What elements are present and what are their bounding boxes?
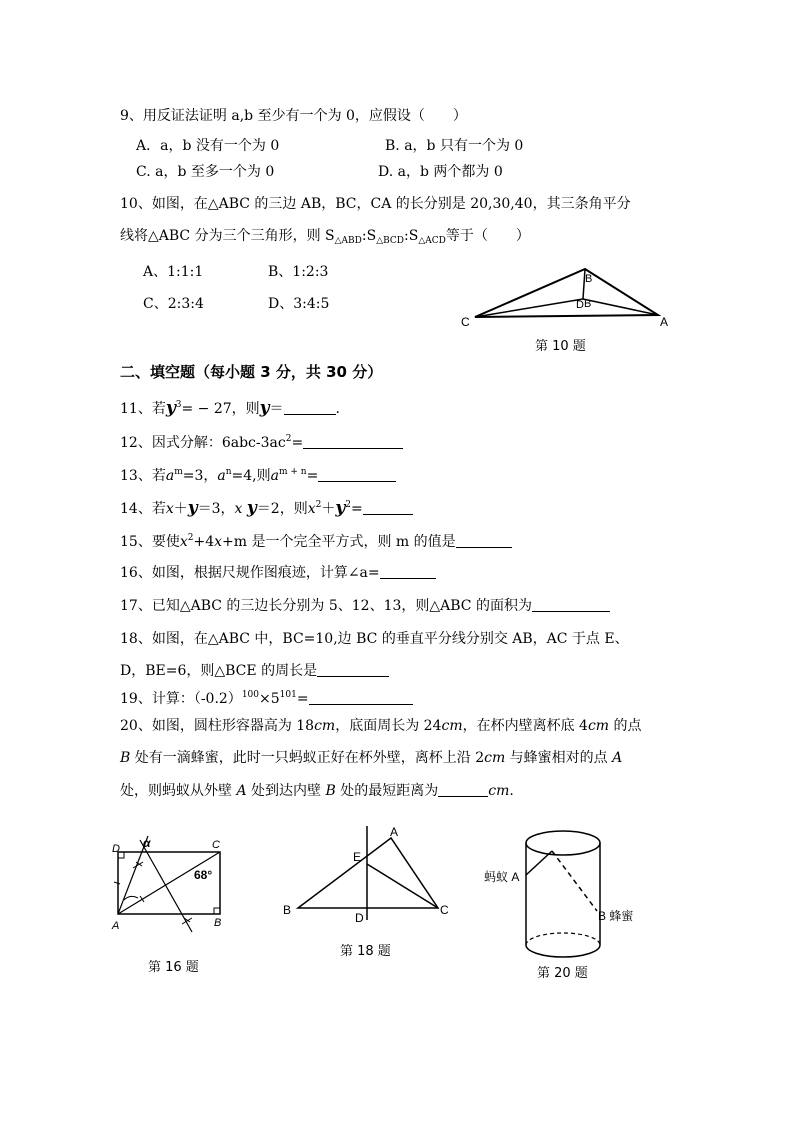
- q9-option-d: D. a，b 两个都为 0: [378, 164, 503, 180]
- fig18-label-b: B: [283, 903, 292, 917]
- q13-pre: 13、若: [120, 468, 166, 484]
- q20-l2d: A: [612, 750, 623, 766]
- fig10-caption: 第 10 题: [535, 339, 586, 354]
- q13-sup1: m: [174, 467, 183, 477]
- q14-eq: =: [350, 501, 363, 517]
- fig18-label-e: E: [353, 850, 362, 864]
- fig16-label-b: B: [214, 917, 222, 929]
- q10-option-d: D、3:4:5: [268, 296, 330, 312]
- q19-eq: =: [296, 691, 309, 707]
- q10-sub3: △ACD: [418, 236, 446, 246]
- fig20-honey-label: B 蜂蜜: [598, 909, 634, 923]
- q20-l1b: ，底面周长为 24: [335, 718, 442, 734]
- q10-sub2: △BCD: [376, 236, 405, 246]
- q11-sup1: 3: [175, 400, 182, 410]
- fig16-label-alpha: α: [143, 836, 151, 850]
- q14-mid2: ＝2，则: [256, 501, 308, 517]
- q9-option-c: C. a，b 至多一个为 0: [136, 164, 275, 180]
- q15-x2: x: [214, 534, 223, 550]
- q16-text: 16、如图，根据尺规作图痕迹，计算∠a=: [120, 565, 380, 581]
- q13-sup3: m + n: [278, 467, 307, 477]
- q17-answer-blank[interactable]: [532, 597, 610, 612]
- fig16-caption: 第 16 题: [148, 960, 199, 975]
- q15-x1: x: [179, 534, 188, 550]
- q20-line1: [120, 716, 642, 736]
- q20-l3f: .: [509, 783, 514, 799]
- q15-answer-blank[interactable]: [456, 533, 512, 548]
- q14-plus: ＋: [173, 501, 188, 517]
- q19-sup1: 100: [241, 690, 259, 700]
- q14-pre: 14、若: [120, 501, 166, 517]
- q10-sub1: △ABD: [334, 236, 362, 246]
- q11-y2: y: [259, 398, 270, 418]
- q15-mid1: +4: [193, 534, 215, 550]
- q10-option-b: B、1:2:3: [268, 264, 329, 280]
- q20-u4: cm: [484, 750, 506, 766]
- q14-y1: y: [187, 498, 198, 518]
- q10-option-c: C、2:3:4: [143, 296, 204, 312]
- q19-sup2: 101: [279, 690, 297, 700]
- q11: [120, 395, 340, 419]
- q19-answer-blank[interactable]: [309, 690, 413, 705]
- fig10-triangle: [455, 260, 685, 335]
- q20-l3b: A: [236, 783, 247, 799]
- fig16-construction: [100, 830, 240, 945]
- q19-pre: 19、计算：（-0.2）: [120, 691, 242, 707]
- q9-option-b: B. a，b 只有一个为 0: [385, 138, 524, 154]
- q11-answer-blank[interactable]: [284, 400, 336, 415]
- q10-line2-pre: 线将△ABC 分为三个三角形，则 S: [120, 228, 335, 244]
- q10-option-a: A、1:1:1: [143, 264, 204, 280]
- q17-text: 17、已知△ABC 的三边长分别为 5、12、13，则△ABC 的面积为: [120, 598, 532, 614]
- q12-text: 12、因式分解：6abc-3ac: [120, 435, 286, 451]
- fig10-label-d: D: [576, 299, 584, 311]
- q10-line2-post: 等于（ ）: [445, 228, 530, 244]
- q16-answer-blank[interactable]: [380, 564, 436, 579]
- q18-answer-blank[interactable]: [317, 662, 389, 677]
- q14-x3: x: [307, 501, 316, 517]
- fig20-ant-label: 蚂蚁 A: [484, 870, 520, 884]
- q12-answer-blank[interactable]: [303, 434, 403, 449]
- q20-u1: cm: [314, 718, 336, 734]
- q10-sep2: :S: [404, 228, 419, 244]
- q19-times: ×5: [259, 691, 280, 707]
- fig16-angle-label: 68°: [194, 868, 213, 882]
- q13-a3: a: [270, 468, 279, 484]
- q9-stem: 9、用反证法证明 a,b 至少有一个为 0，应假设（ ）: [120, 108, 467, 124]
- q20-l2b: 处有一滴蜂蜜，此时一只蚂蚁正好在杯外壁，离杯上沿 2: [130, 750, 485, 766]
- q20-l1d: 的点: [609, 718, 642, 734]
- q14: [120, 495, 413, 519]
- q13-a1: a: [165, 468, 175, 484]
- q15-sup: 2: [187, 533, 194, 543]
- q11-eq: ＝: [269, 401, 284, 417]
- fig16-label-a: A: [112, 920, 120, 932]
- fig10-label-c: C: [461, 315, 470, 329]
- q19: [120, 685, 413, 709]
- q13: [120, 462, 396, 486]
- q15-post: +m 是一个完全平方式，则 m 的值是: [222, 534, 456, 550]
- q12: [120, 429, 403, 453]
- q14-y2: y: [246, 498, 257, 518]
- q20-l2a: B: [120, 750, 131, 766]
- fig10-label-b: B: [585, 273, 593, 285]
- fig20-caption: 第 20 题: [537, 966, 588, 981]
- fig16-label-d: D: [112, 843, 120, 855]
- fig18-label-a: A: [390, 825, 399, 839]
- section2-title: 二、填空题（每小题 3 分，共 30 分）: [120, 363, 383, 381]
- q18-line2: [120, 661, 389, 681]
- q20-line3: [120, 781, 514, 801]
- q13-mid1: =3，: [182, 468, 218, 484]
- q14-mid1: ＝3，: [197, 501, 235, 517]
- q20-l3c: 处到达内壁: [246, 783, 326, 799]
- fig18-caption: 第 18 题: [340, 944, 391, 959]
- q20-u5: cm: [488, 783, 510, 799]
- fig10-label-e: B: [584, 298, 592, 310]
- q12-sup: 2: [285, 434, 292, 444]
- q13-mid2: =4,则: [231, 468, 271, 484]
- q14-x1: x: [165, 501, 174, 517]
- q18-line2-text: D，BE=6，则△BCE 的周长是: [120, 663, 318, 679]
- q11-pre: 11、若: [120, 401, 166, 417]
- q11-y1: y: [165, 398, 176, 418]
- q14-answer-blank[interactable]: [363, 500, 413, 515]
- q11-mid: = − 27，则: [181, 401, 260, 417]
- fig20-cylinder: [480, 825, 650, 965]
- q20-answer-blank[interactable]: [438, 782, 488, 797]
- fig18-label-d: D: [355, 911, 364, 925]
- q17: [120, 596, 610, 616]
- q20-l3a: 处，则蚂蚁从外壁: [120, 783, 237, 799]
- q20-u2: cm: [441, 718, 463, 734]
- q16: [120, 563, 436, 583]
- fig10-label-a: A: [660, 315, 669, 329]
- q13-answer-blank[interactable]: [318, 467, 396, 482]
- fig18-triangle: [275, 822, 465, 932]
- q14-sup1: 2: [315, 500, 322, 510]
- q20-l2c: 与蜂蜜相对的点: [505, 750, 613, 766]
- q20-line2: [120, 748, 622, 768]
- q20-l1a: 20、如图，圆柱形容器高为 18: [120, 718, 315, 734]
- q14-sup2: 2: [345, 500, 351, 510]
- fig18-label-c: C: [440, 903, 449, 917]
- fig16-label-c: C: [212, 839, 220, 851]
- q15-pre: 15、要使: [120, 534, 180, 550]
- q20-l3e: 处的最短距离为: [335, 783, 439, 799]
- q20-l1c: ，在杯内壁离杯底 4: [462, 718, 588, 734]
- q10-line1: 10、如图，在△ABC 的三边 AB，BC，CA 的长分别是 20,30,40，其三条角平分: [120, 196, 631, 212]
- q20-u3: cm: [587, 718, 610, 734]
- q14-x2: x: [234, 501, 243, 517]
- q13-eq: =: [306, 468, 319, 484]
- q13-sup2: n: [225, 467, 232, 477]
- q9-option-a: A．a，b 没有一个为 0: [136, 138, 280, 154]
- q18-line1: 18、如图，在△ABC 中，BC=10,边 BC 的垂直平分线分别交 AB，AC 于点 E、: [120, 631, 629, 647]
- q20-l3d: B: [325, 783, 336, 799]
- q15: [120, 528, 512, 552]
- q10-line2: [120, 226, 530, 251]
- q11-end: .: [335, 401, 340, 417]
- q14-y3: y: [335, 498, 346, 518]
- q14-plus2: ＋: [321, 501, 336, 517]
- q12-eq: =: [291, 435, 304, 451]
- q13-a2: a: [217, 468, 226, 484]
- q10-sep1: :S: [361, 228, 377, 244]
